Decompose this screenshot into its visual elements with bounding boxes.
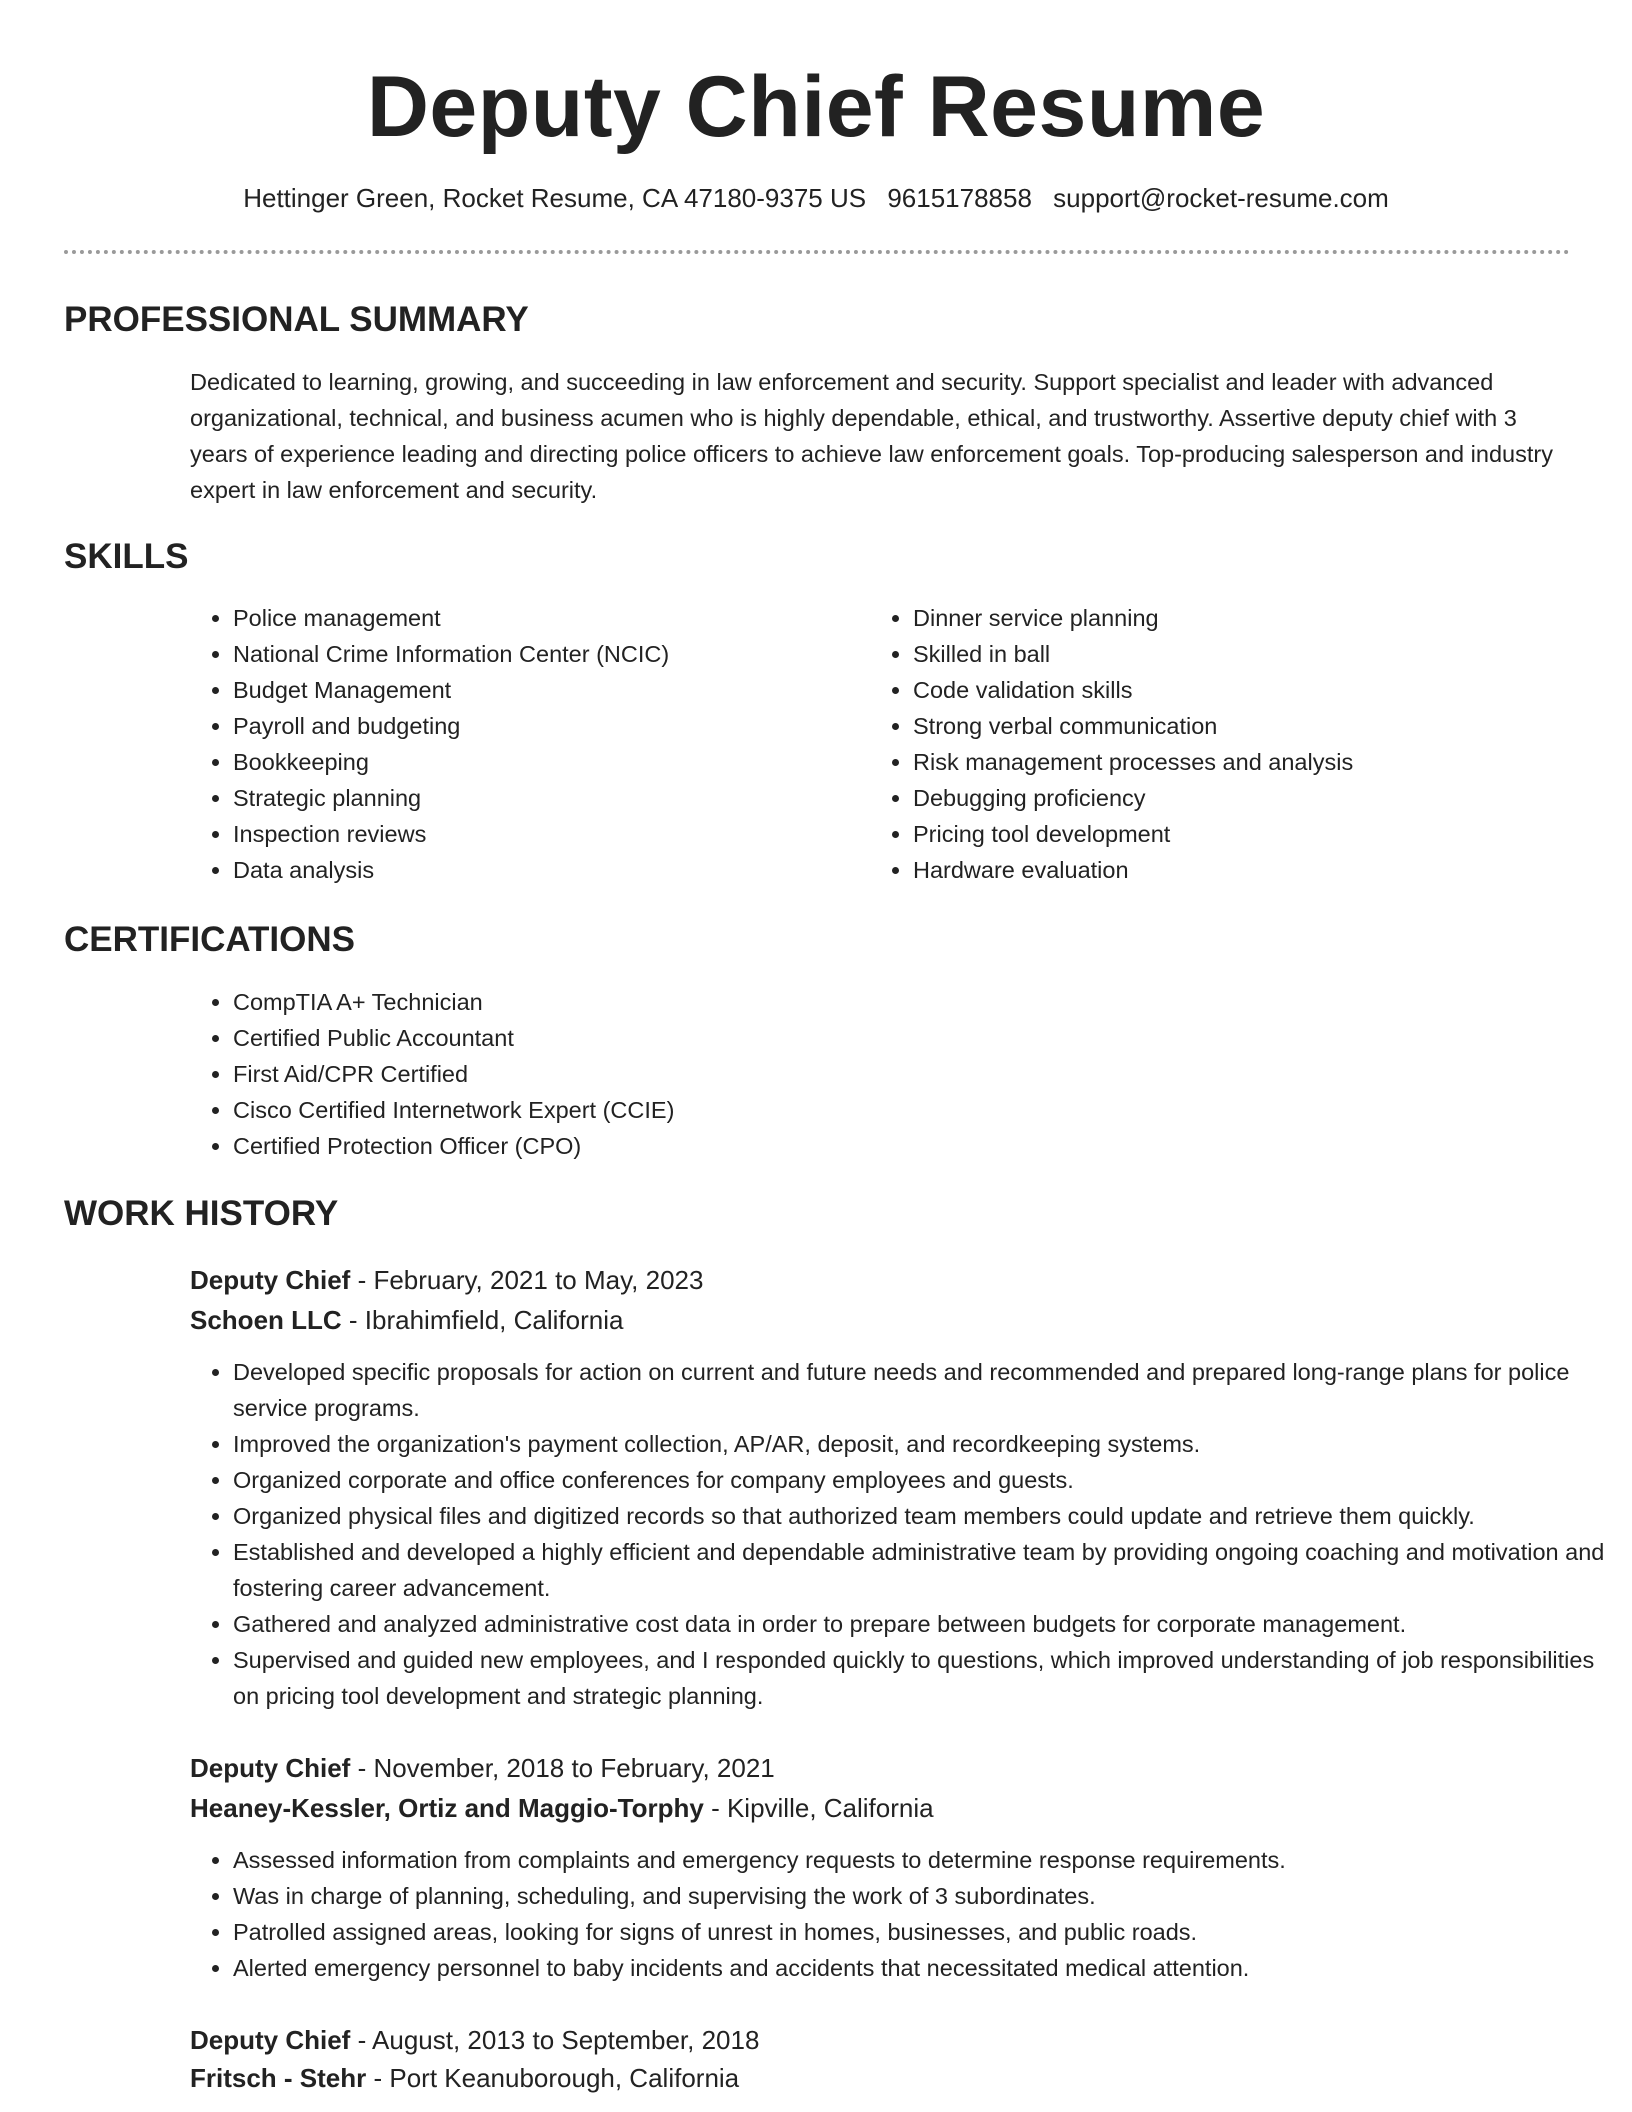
job-bullet: • Improved the organization's payment collection, AP/AR, deposit, and recordkeeping systems. <box>233 1426 1613 1462</box>
job-dates: - November, 2018 to February, 2021 <box>350 1753 775 1783</box>
certifications-heading: CERTIFICATIONS <box>64 920 356 959</box>
phone: 9615178858 <box>887 183 1032 213</box>
skill-item: • Code validation skills <box>913 672 1613 708</box>
skill-item: • Risk management processes and analysis <box>913 744 1613 780</box>
summary-heading: PROFESSIONAL SUMMARY <box>64 300 529 339</box>
job-bullet: • Developed specific proposals for action on current and future needs and recommended and prepared long-range plans for police service programs. <box>233 1354 1613 1426</box>
summary-text: Dedicated to learning, growing, and succeeding in law enforcement and security. Support specialist and leader with advanced organizational, technical, and business acumen who is highly dependable, ethical, and trustworthy. Assertive deputy chief with 3 years of experience leading and directing police officers to achieve law enforcement goals. Top-producing salesperson and industry expert in law enforcement and security. <box>190 369 1553 503</box>
job-company: Fritsch - Stehr <box>190 2063 367 2093</box>
skill-item: • Debugging proficiency <box>913 780 1613 816</box>
job-bullet: • Was in charge of planning, scheduling, and supervising the work of 3 subordinates. <box>233 1878 1613 1914</box>
job-location: - Kipville, California <box>703 1793 934 1823</box>
email: support@rocket-resume.com <box>1053 183 1389 213</box>
job-bullets <box>190 1842 1613 1986</box>
job-bullets <box>190 1354 1613 1714</box>
skill-item: • Hardware evaluation <box>913 852 1613 888</box>
certification-item: • Certified Public Accountant <box>233 1020 1533 1056</box>
job-location: - Ibrahimfield, California <box>341 1305 624 1335</box>
skills-list-left <box>190 600 853 888</box>
skill-item: • Pricing tool development <box>913 816 1613 852</box>
job-location: - Port Keanuborough, California <box>366 2063 740 2093</box>
job-title-line <box>190 1750 775 1786</box>
address: Hettinger Green, Rocket Resume, CA 47180-9375 US <box>243 183 867 213</box>
skill-item: • Budget Management <box>233 672 853 708</box>
job-dates: - August, 2013 to September, 2018 <box>350 2025 760 2055</box>
resume-title: Deputy Chief Resume <box>366 59 1266 155</box>
job-company-line <box>190 2060 739 2096</box>
job-bullet: • Gathered and analyzed administrative cost data in order to prepare between budgets for corporate management. <box>233 1606 1613 1642</box>
skill-item: • Strong verbal communication <box>913 708 1613 744</box>
certification-item: • CompTIA A+ Technician <box>233 984 1533 1020</box>
skill-item: • Payroll and budgeting <box>233 708 853 744</box>
job-bullet: • Supervised and guided new employees, and I responded quickly to questions, which improved understanding of job responsibilities on pricing tool development and strategic planning. <box>233 1642 1613 1714</box>
skills-heading: SKILLS <box>64 537 189 576</box>
contact-line <box>0 180 1632 216</box>
header-divider <box>64 250 1570 254</box>
job-bullet: • Alerted emergency personnel to baby incidents and accidents that necessitated medical attention. <box>233 1950 1613 1986</box>
certification-item: • Cisco Certified Internetwork Expert (CCIE) <box>233 1092 1533 1128</box>
job-title-line <box>190 2022 759 2058</box>
skill-item: • Dinner service planning <box>913 600 1613 636</box>
job-bullet: • Patrolled assigned areas, looking for signs of unrest in homes, businesses, and public roads. <box>233 1914 1613 1950</box>
job-company: Schoen LLC <box>190 1305 342 1335</box>
job-company: Heaney-Kessler, Ortiz and Maggio-Torphy <box>190 1793 704 1823</box>
skill-item: • Police management <box>233 600 853 636</box>
skill-item: • Bookkeeping <box>233 744 853 780</box>
job-role: Deputy Chief <box>190 2025 351 2055</box>
job-company-line <box>190 1302 623 1338</box>
skill-item: • National Crime Information Center (NCIC) <box>233 636 853 672</box>
job-bullet: • Established and developed a highly efficient and dependable administrative team by providing ongoing coaching and motivation and fostering career advancement. <box>233 1534 1613 1606</box>
job-role: Deputy Chief <box>190 1753 351 1783</box>
skill-item: • Skilled in ball <box>913 636 1613 672</box>
job-title-line <box>190 1262 703 1298</box>
certification-item: • First Aid/CPR Certified <box>233 1056 1533 1092</box>
skill-item: • Strategic planning <box>233 780 853 816</box>
job-bullet: • Organized physical files and digitized records so that authorized team members could update and retrieve them quickly. <box>233 1498 1613 1534</box>
skills-list-right <box>870 600 1613 888</box>
certification-item: • Certified Protection Officer (CPO) <box>233 1128 1533 1164</box>
job-role: Deputy Chief <box>190 1265 351 1295</box>
work-history-heading: WORK HISTORY <box>64 1194 339 1233</box>
job-bullet: • Assessed information from complaints and emergency requests to determine response requirements. <box>233 1842 1613 1878</box>
job-bullet: • Organized corporate and office conferences for company employees and guests. <box>233 1462 1613 1498</box>
job-company-line <box>190 1790 934 1826</box>
skill-item: • Data analysis <box>233 852 853 888</box>
job-dates: - February, 2021 to May, 2023 <box>350 1265 704 1295</box>
skill-item: • Inspection reviews <box>233 816 853 852</box>
certifications-list <box>190 984 1533 1164</box>
